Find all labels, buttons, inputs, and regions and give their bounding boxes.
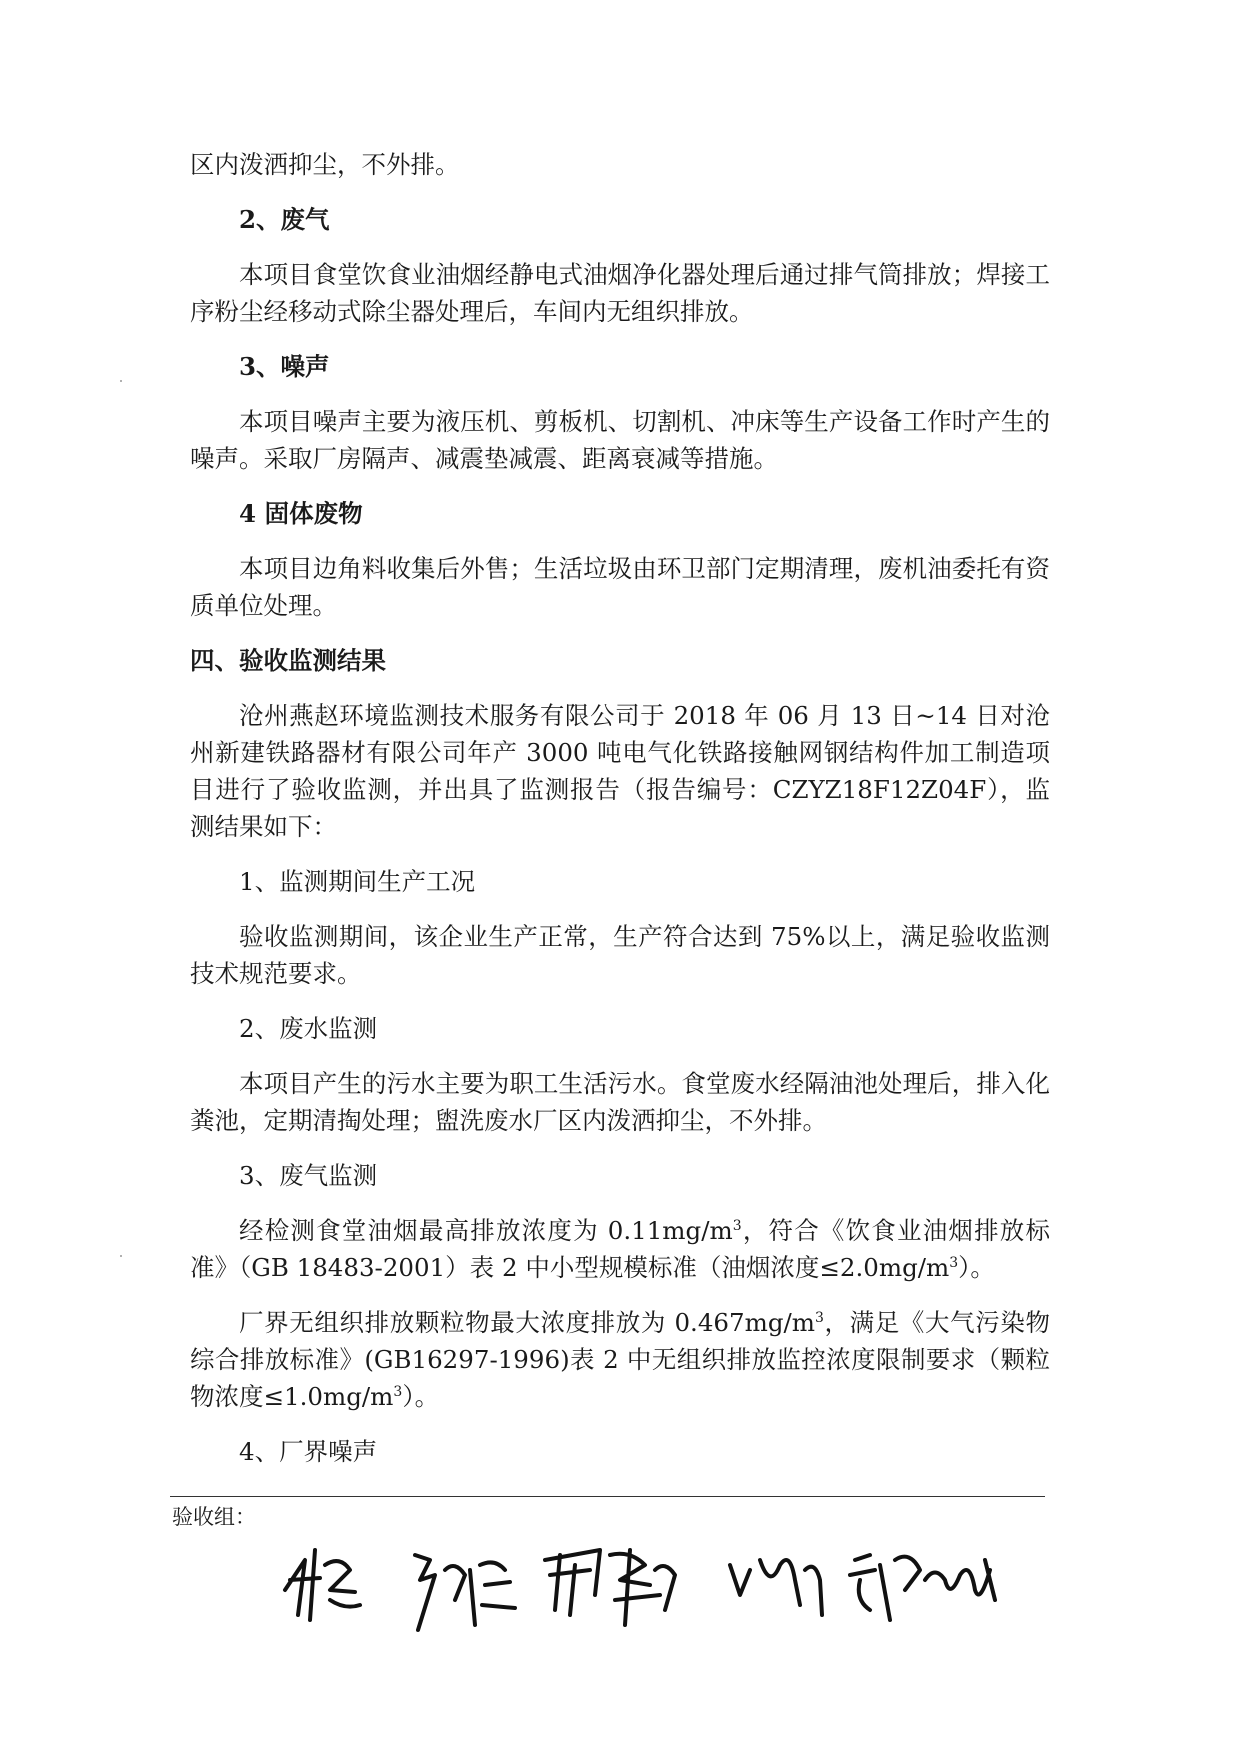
superscript: 3 (393, 1383, 403, 1400)
paragraph-wastewater-tail: 区内泼洒抑尘，不外排。 (190, 150, 460, 179)
signature-1 (285, 1550, 360, 1620)
particulate-text-3: ）。 (402, 1382, 440, 1411)
heading-production-condition: 1、监测期间生产工况 (239, 867, 476, 896)
heading-waste-gas: 2、废气 (239, 205, 330, 234)
paragraph-monitoring-intro: 沧州燕赵环境监测技术服务有限公司于 2018 年 06 月 13 日~14 日对沧州新建铁路器材有限公司年产 3000 吨电气化铁路接触网钢结构件加工制造项目进行了验收监测，并出具了监测报告（报告编号：CZYZ18F12Z04F），监测结果如下： (190, 701, 1050, 841)
footer-divider (170, 1496, 1045, 1497)
fume-text-3: ）。 (958, 1253, 995, 1282)
signature-3 (545, 1550, 675, 1625)
paragraph-fume-result (190, 1212, 1050, 1286)
handwritten-signatures (270, 1520, 1100, 1640)
signature-5 (850, 1555, 995, 1620)
particulate-text-2: ，满足《大气污染物综合排放标准》(GB16297-1996)表 2 中无组织排放监控浓度限制要求（颗粒物浓度≤1.0mg/m (190, 1308, 1051, 1411)
paragraph-waste-gas: 本项目食堂饮食业油烟经静电式油烟净化器处理后通过排气筒排放；焊接工序粉尘经移动式除尘器处理后，车间内无组织排放。 (190, 260, 1050, 326)
particulate-text-1: 厂界无组织排放颗粒物最大浓度排放为 0.467mg/m (239, 1308, 815, 1337)
heading-waste-gas-monitoring: 3、废气监测 (239, 1161, 378, 1190)
superscript: 3 (949, 1254, 959, 1271)
paragraph-wastewater-monitoring: 本项目产生的污水主要为职工生活污水。食堂废水经隔油池处理后，排入化粪池，定期清掏处理；盥洗废水厂区内泼洒抑尘，不外排。 (190, 1069, 1050, 1135)
scan-speck (120, 1255, 122, 1257)
superscript: 3 (815, 1309, 824, 1326)
signature-2 (415, 1555, 515, 1630)
fume-text-1: 经检测食堂油烟最高排放浓度为 0.11mg/m (239, 1216, 733, 1245)
paragraph-particulate-result (190, 1304, 1050, 1415)
paragraph-solid-waste: 本项目边角料收集后外售；生活垃圾由环卫部门定期清理，废机油委托有资质单位处理。 (190, 554, 1050, 620)
paragraph-noise: 本项目噪声主要为液压机、剪板机、切割机、冲床等生产设备工作时产生的噪声。采取厂房隔声、减震垫减震、距离衰减等措施。 (190, 407, 1050, 473)
document-body (190, 146, 1050, 1470)
paragraph-production-condition: 验收监测期间，该企业生产正常，生产符合达到 75%以上，满足验收监测技术规范要求。 (190, 922, 1050, 988)
signature-4 (730, 1560, 822, 1615)
heading-boundary-noise: 4、厂界噪声 (239, 1437, 378, 1466)
heading-noise: 3、噪声 (239, 352, 330, 381)
scan-speck (120, 380, 122, 382)
heading-solid-waste: 4 固体废物 (239, 499, 363, 528)
acceptance-group-label: 验收组： (172, 1505, 256, 1529)
heading-wastewater-monitoring: 2、废水监测 (239, 1014, 378, 1043)
fume-text-2: ，符合《饮食业油烟排放标准》（GB 18483-2001）表 2 中小型规模标准（油烟浓度≤2.0mg/m (190, 1216, 1050, 1282)
heading-section-4: 四、验收监测结果 (190, 646, 386, 675)
superscript: 3 (732, 1217, 742, 1234)
